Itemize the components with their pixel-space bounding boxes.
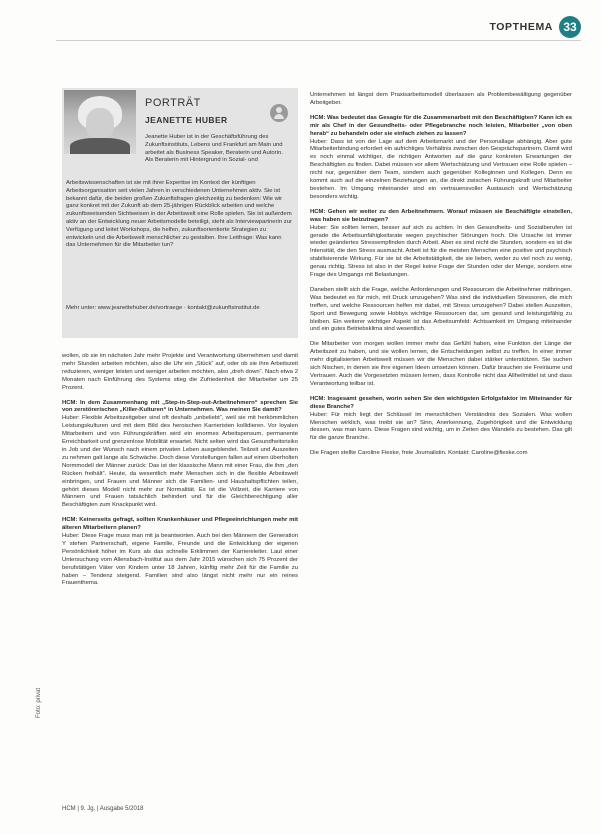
- portrait-label: PORTRÄT: [145, 97, 201, 109]
- right-intro: Unternehmen ist längst dem Praxisarbeitsmodell überlassen als Problembewältigung gegenüber Arbeitgeber.: [310, 92, 572, 106]
- question-4: HCM: Gehen wir weiter zu den Arbeitnehmern. Worauf müssen sie Beschäftigte einstellen, was haben sie beizutragen?: [310, 208, 572, 223]
- page-number-badge: 33: [559, 16, 581, 38]
- page-header: [489, 16, 581, 38]
- answer-5: Huber: Für mich liegt der Schlüssel im menschlichen Verständnis des Sozialen. Was wollen Menschen wirklich, was treibt sie an? Sinn, Anerkennung, Zugehörigkeit und die Entwicklung dessen, was man kann. Diese Fragen sind wichtig, um in Zeiten des Wandels zu bestehen. Das gilt für die ganze Branche.: [310, 411, 572, 442]
- answer-1: Huber: Flexible Arbeitszeitgeber sind oft deshalb „unbeliebt“, weil sie mit herkömmlichen Leistungskulturen und mit dem Bild des heroischen Karrieristen kollidieren. Vor loyalen Mitarbeitern und von Führungskräften wird ein enormes Arbeitspensum, permanente Erreichbarkeit und grenzenlose Mobilität erwartet. Nicht selten wird das Gesundheitsrisiko in Job und der Wunsch nach einem privaten Leben ausgeblendet. Teilzeit und Auszeiten zu nehmen galt lange als Schwäche. Doch diese Vorstellungen fallen auf einen überholten Normmodell der Männer zurück: Das ist der klassische Mann mit einer Frau, die ihm „den Rücken freihält“. Heute, da wesentlich mehr Menschen sich in die flexible Arbeitswelt einbringen, und Frauen und Männer sich die Familien- und Haushaltspflichten teilen, gehört dieses Modell nicht mehr zur Normalität. Es ist die Vollzeit, die Karriere von Männern und Frauen tatsächlich behindert und für die Gleichberechtigung aller Beschäftigten zum Knackpunkt wird.: [62, 415, 298, 509]
- question-2: HCM: Keinerseits gefragt, sollten Krankenhäuser und Pflegeeinrichtungen mehr mit älteren Mitarbeitern planen?: [62, 517, 298, 532]
- page-footer: HCM | 9. Jg. | Ausgabe 5/2018: [62, 806, 144, 812]
- portrait-name: JEANETTE HUBER: [145, 115, 228, 125]
- answer-4c: Die Mitarbeiter von morgen wollen immer mehr das Gefühl haben, eine Funktion der Länge der Arbeitszeit zu haben, und sie wollen lernen, die Entscheidungen selbst zu treffen. In einer immer mehr digitalisierten Arbeitswelt müssen wir die Menschen dabei stärker unterstützen. Sie suchen sich Nischen, in denen sie ihre eigenen Ideen umsetzen können. Dafür brauchen sie Freiräume und Vertrauen. Auch die Vorgesetzten müssen lernen, dass Kontrolle nicht das Allheilmittel ist und dass Verantwortung teilbar ist.: [310, 341, 572, 387]
- section-label: TOPTHEMA: [489, 21, 553, 33]
- photo-credit: Foto: privat: [36, 687, 42, 718]
- person-icon: [270, 104, 288, 122]
- left-column: [62, 353, 298, 588]
- interview-credit: Die Fragen stellte Caroline Fieske, freie Journalistin. Kontakt: Caroline@fieske.com: [310, 450, 528, 457]
- question-3: HCM: Was bedeutet das Gesagte für die Zusammenarbeit mit den Beschäftigten? Kann ich es mir als Chef in der Gesundheits- oder Pflegebranche noch leisten, Mitarbeiter „von oben herab“ zu behandeln oder sie einfach ziehen zu lassen?: [310, 114, 572, 137]
- question-5: HCM: Insgesamt gesehen, worin sehen Sie den wichtigsten Erfolgsfaktor im Miteinander für diese Branche?: [310, 395, 572, 410]
- portrait-bio-part1: Jeanette Huber ist in der Geschäftsführung des Zukunftsinstituts, Lebens und Frankfurt am Main und arbeitet als Business Speaker, Beraterin und Autorin. Als Beraterin mit Hintergrund in Sozial- und: [145, 134, 283, 164]
- answer-4: Huber: Sie sollten lernen, besser auf sich zu achten. In den Gesundheits- und Sozialberufen ist gerade die Arbeitsunfähigkeitsrate wegen psychischer Störungen hoch. Die Ursache ist immer wieder geändertes Stressempfinden durch Arbeit. Aber es sind nicht die Stunden, sondern es ist die Intensität, die den Stress ausmacht. Arbeit ist für die meisten Menschen eine positive und psychisch stabilisierende Wirkung. Für sie ist die Arbeitstätigkeit, die sie lieben, weder zu viel noch zu wenig, genau richtig. Stress ist also in der Regel keine Frage der Stunden oder der Menge, sondern eine Frage des Umgangs mit Belastungen.: [310, 224, 572, 279]
- answer-4b: Daneben stellt sich die Frage, welche Anforderungen und Ressourcen die Arbeitnehmer mitbringen. Was bedeutet es für mich, mit Druck umzugehen? Was sind die individuellen Stressoren, die mich treffen, und welche Ressourcen helfen mir dabei, mit Stress umzugehen? Dabei stellen Auszeiten, Sport und Bewegung sowie Hobbys wichtige Ressourcen dar, um gesund und leistungsfähig zu bleiben. Ein weiterer wichtiger Aspekt ist das Arbeitsumfeld: Achtsamkeit im Umgang miteinander und ein gutes Betriebsklima sind wesentlich.: [310, 286, 572, 333]
- right-column: [310, 92, 572, 458]
- portrait-bio-part2: Arbeitswissenschaften ist sie mit ihrer Expertise im Kontext der künftigen Arbeitsorganisation seit vielen Jahren in verschiedenen Unternehmen aktiv. Sie ist bekannt dafür, die beiden großen Zukunftsfragen gleichzeitig zu bedenken: Wie wir ganz konkret mit der Zukunft ab dem 25-jährigen Rückblick arbeiten und welche zukunftsweisenden Sichtweisen in der Arbeitswelt eine Rolle spielen. Sie ist außerdem aktiv an der Entwicklung neuer Arbeitsmodelle beteiligt, steht als Interviewpartnerin zur Verfügung und leitet Workshops, die helfen, zukunftsorientierte Strategien zu entwickeln und die Arbeitswelt menschlicher zu gestalten. Ihre Leitfrage: Was kann das Unternehmen für die Mitarbeiter tun?: [66, 180, 292, 249]
- answer-3: Huber: Dass ist von der Lage auf dem Arbeitsmarkt und der Personallage abhängig. Aber gute Mitarbeiterbindung erfordert ein aufrichtiges Verhältnis zwischen den Gesprächspartnern. Damit wird es noch einmal wichtiger, die richtigen Antworten auf die ganz konkreten Erwartungen der Beschäftigten zu finden. Dabei müssen vor allem Wertschätzung und Vertrauen eine Rolle spielen – nicht nur, gegenüber dem Team, sondern auch gegenüber Kolleginnen und Kollegen. Denn es kommt auch auf die einzelnen Beziehungen an, die direkt zwischen Führungskraft und Mitarbeiter bestehen. Im Umgang miteinander sind ein vertrauensvoller Austausch und Wertschätzung besonders wichtig.: [310, 138, 572, 200]
- question-1: HCM: In dem Zusammenhang mit „Step-in-Step-out-Arbeitnehmern“ sprechen Sie von zerstörerischen „Killer-Kulturen“ in Unternehmen. Was meinen Sie damit?: [62, 399, 298, 414]
- header-rule: [56, 40, 581, 41]
- answer-2: Huber: Diese Frage muss man mit ja beantworten. Auch bei den Männern der Generation Y stehen Partnerschaft, eigene Familie, Freunde und die Entwicklung der eigenen Persönlichkeit höher im Kurs als das schnelle Erklimmen der Karriereleiter. Laut einer Untersuchung vom Allensbach-Institut aus dem Jahr 2015 wünschen sich 75 Prozent der berufstätigen Väter von Kindern unter 18 Jahren, künftig mehr Zeit für die Familie zu haben – Tendenz steigend. Familien sind also längst nicht mehr nur ein reines Frauenthema.: [62, 533, 298, 587]
- left-intro: wollen, ob sie im nächsten Jahr mehr Projekte und Verantwortung übernehmen und damit mehr Stunden arbeiten möchten, also die Uhr ein „Stück“ auf, oder ob sie ihre Arbeitszeit reduzieren, weniger leisten und weniger arbeiten möchten, also „dreh down“. Nach etwa 2 Monaten nach Einführung des Systems stieg die Zufriedenheit der Mitarbeiter um 25 Prozent.: [62, 353, 298, 391]
- portrait-links: Mehr unter: www.jeanettehuber.de/vortraege · kontakt@zukunftsinstitut.de: [66, 305, 260, 311]
- portrait-photo: [64, 90, 136, 154]
